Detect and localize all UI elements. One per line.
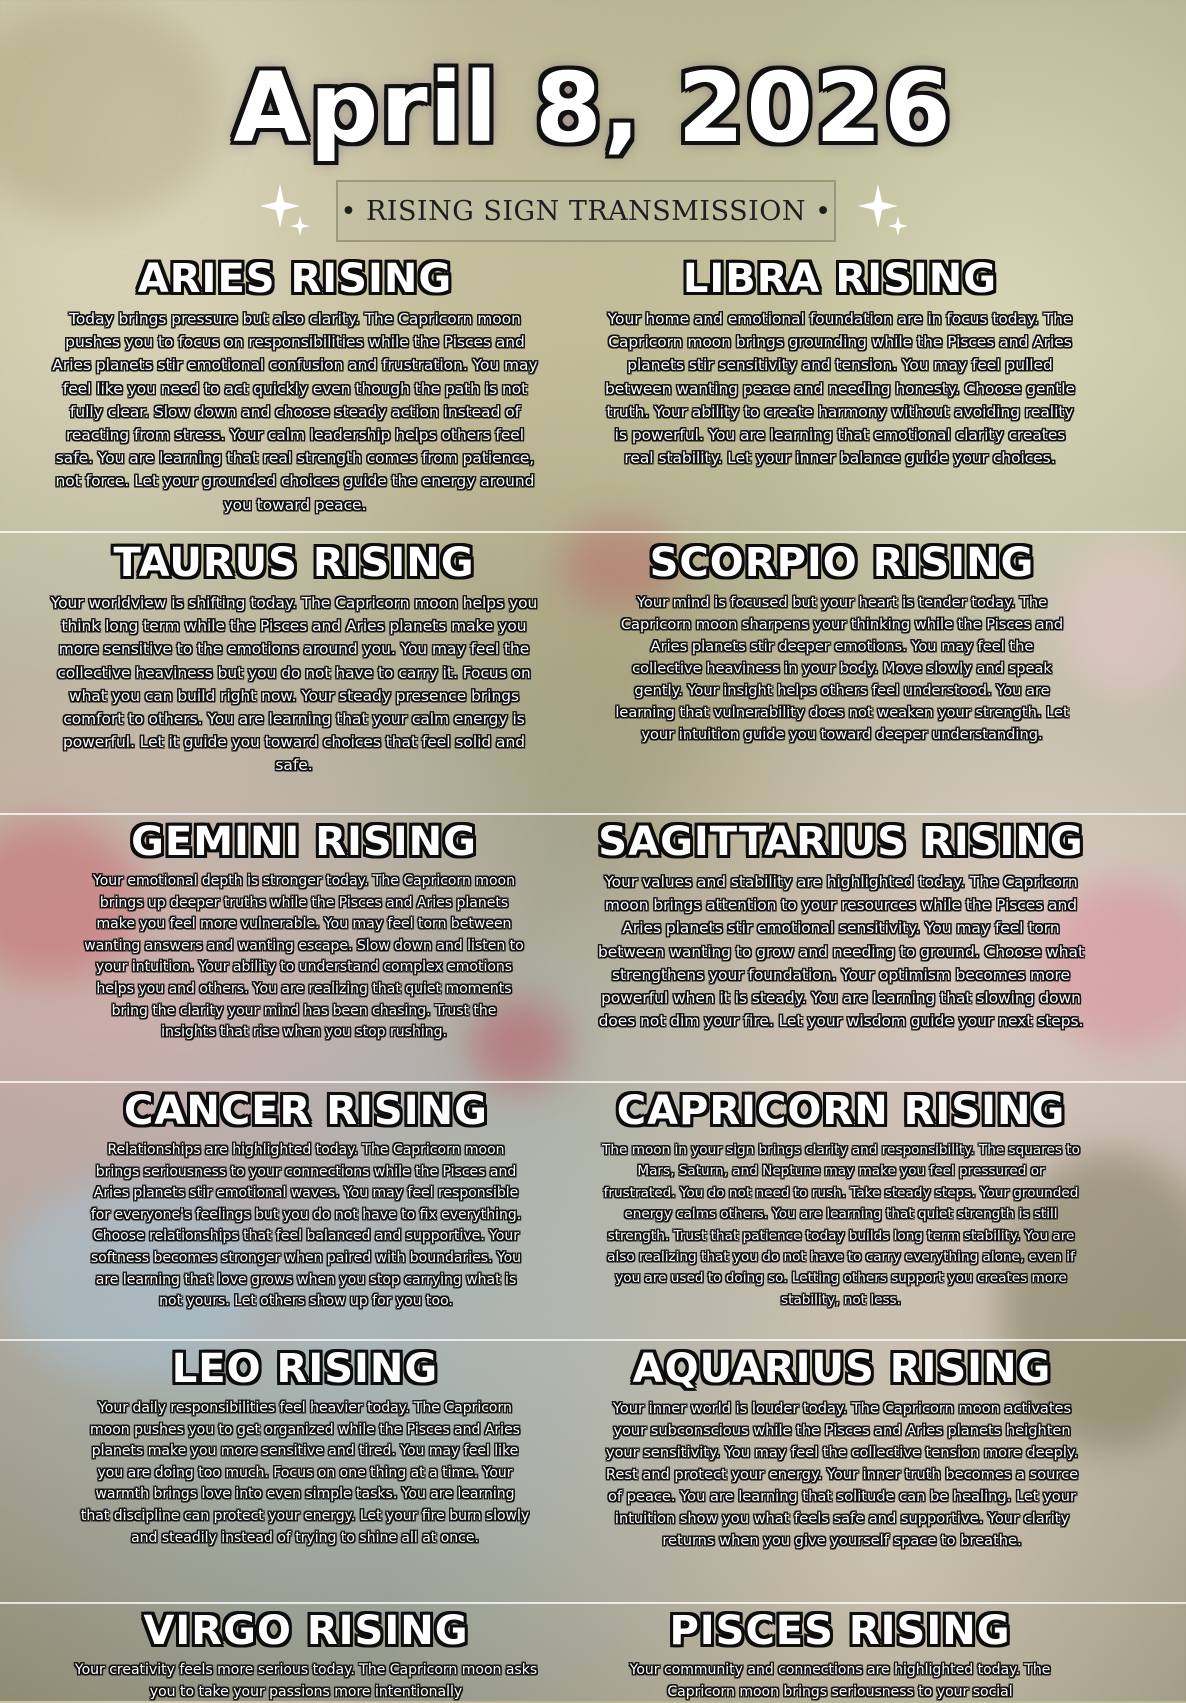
sign-text: Your creativity feels more serious today. The Capricorn moon asks you to take your passions more intentionally <box>74 1662 538 1700</box>
sparkle-icon <box>254 180 318 244</box>
sparkle-icon <box>852 180 916 244</box>
sign-card-pisces <box>594 1608 1086 1703</box>
sign-text: Today brings pressure but also clarity. The Capricorn moon pushes you to focus on responsibilities while the Pisces and Aries planets stir emotional confusion and frustration. You may feel like you need to act quickly even though the path is not fully clear. Slow down and choose steady action instead of reacting from stress. Your calm leadership helps others feel safe. You are learning that real strength comes from patience, not force. Let your grounded choices guide the energy around you toward peace. <box>52 310 538 514</box>
subtitle-banner <box>336 180 836 242</box>
sign-text: Your home and emotional foundation are in focus today. The Capricorn moon brings grounding while the Pisces and Aries planets stir sensitivity and tension. You may feel pulled between wanting peace and needing honesty. Choose gentle truth. Your ability to create harmony without avoiding reality is powerful. You are learning that emotional clarity creates real stability. Let your inner balance guide your choices. <box>604 310 1076 468</box>
sign-card-sagittarius <box>596 819 1086 1033</box>
sign-title: CANCER RISING <box>124 1088 488 1134</box>
sign-card-cancer <box>88 1088 524 1313</box>
sign-card-taurus <box>46 540 542 778</box>
background-blossom <box>1060 540 1186 700</box>
sign-title: PISCES RISING <box>669 1608 1011 1654</box>
sign-title: SAGITTARIUS RISING <box>598 819 1084 865</box>
sign-card-capricorn <box>600 1088 1082 1311</box>
section-divider <box>0 1081 1186 1083</box>
sign-card-gemini <box>84 819 524 1044</box>
sign-text: Your daily responsibilities feel heavier today. The Capricorn moon pushes you to get organized while the Pisces and Aries planets make you more sensitive and tired. You may feel like you are doing too much. Focus on one thing at a time. Your warmth brings love into even simple tasks. You are learning that discipline can protect your energy. Let your fire burn slowly and steadily instead of trying to shine all at once. <box>80 1400 530 1546</box>
sign-text: Your mind is focused but your heart is tender today. The Capricorn moon sharpens your thinking while the Pisces and Aries planets stir deeper emotions. You may feel the collective heaviness in your body. Move slowly and speak gently. Your insight helps others feel understood. You are learning that vulnerability does not weaken your strength. Let your intuition guide you toward deeper understanding. <box>615 594 1069 743</box>
sign-text: Your community and connections are highlighted today. The Capricorn moon brings seriousness to your social <box>629 1662 1051 1700</box>
sign-text: Your values and stability are highlighted today. The Capricorn moon brings attention to your resources while the Pisces and Aries planets stir emotional sensitivity. You may feel torn between wanting to grow and needing to ground. Choose what strengthens your foundation. Your optimism becomes more powerful when it is steady. You are learning that slowing down does not dim your fire. Let your wisdom guide your next steps. <box>597 873 1085 1031</box>
sign-title: GEMINI RISING <box>131 819 477 865</box>
sign-title: VIRGO RISING <box>143 1608 469 1654</box>
sign-card-aries <box>48 256 542 517</box>
sign-title: LEO RISING <box>171 1346 439 1392</box>
sign-text: Your emotional depth is stronger today. The Capricorn moon brings up deeper truths while the Pisces and Aries planets make you feel more vulnerable. You may feel torn between wanting answers and wanting escape. Slow down and listen to your intuition. Your ability to understand complex emotions helps you and others. You are realizing that quiet moments bring the clarity your mind has been chasing. Trust the insights that rise when you stop rushing. <box>84 873 524 1041</box>
section-divider <box>0 1339 1186 1341</box>
sign-card-aquarius <box>600 1346 1084 1552</box>
sign-card-leo <box>80 1346 530 1549</box>
sign-card-libra <box>598 256 1082 470</box>
sign-text: Your inner world is louder today. The Capricorn moon activates your subconscious while the Pisces and Aries planets heighten your sensitivity. You may feel the collective tension more deeply. Rest and protect your energy. Your inner truth becomes a source of peace. You are learning that solitude can be healing. Let your intuition show you what feels safe and supportive. Your clarity returns when you give yourself space to breathe. <box>605 1400 1079 1549</box>
sign-text: Your worldview is shifting today. The Capricorn moon helps you think long term while the Pisces and Aries planets make you more sensitive to the emotions around you. You may feel the collective heaviness but you do not have to carry it. Focus on what you can build right now. Your steady presence brings comfort to others. You are learning that your calm energy is powerful. Let it guide you toward choices that feel solid and safe. <box>50 594 538 775</box>
sign-text: The moon in your sign brings clarity and responsibility. The squares to Mars, Saturn, and Neptune may make you feel pressured or frustrated. You do not need to rush. Take steady steps. Your grounded energy calms others. You are learning that quiet strength is still strength. Trust that patience today builds long term stability. You are also realizing that you do not have to carry everything alone, even if you are used to doing so. Letting others support you creates more stability, not less. <box>602 1142 1080 1308</box>
section-divider <box>0 1602 1186 1604</box>
section-divider <box>0 531 1186 533</box>
sign-title: AQUARIUS RISING <box>632 1346 1052 1392</box>
sign-card-virgo <box>72 1608 540 1703</box>
sign-title: CAPRICORN RISING <box>616 1088 1066 1134</box>
sign-title: ARIES RISING <box>137 256 453 302</box>
sign-title: SCORPIO RISING <box>649 540 1035 586</box>
sign-title: TAURUS RISING <box>113 540 475 586</box>
sign-title: LIBRA RISING <box>682 256 998 302</box>
page-title: April 8, 2026 <box>233 52 953 164</box>
sign-text: Relationships are highlighted today. The Capricorn moon brings seriousness to your connections while the Pisces and Aries planets stir emotional waves. You may feel responsible for everyone's feelings but you do not have to fix everything. Choose relationships that feel balanced and supportive. Your softness becomes stronger when paired with boundaries. You are learning that love grows when you stop carrying what is not yours. Let others show up for you too. <box>90 1142 522 1310</box>
section-divider <box>0 813 1186 815</box>
sign-card-scorpio <box>614 540 1070 746</box>
subtitle-text: • RISING SIGN TRANSMISSION • <box>340 195 832 227</box>
